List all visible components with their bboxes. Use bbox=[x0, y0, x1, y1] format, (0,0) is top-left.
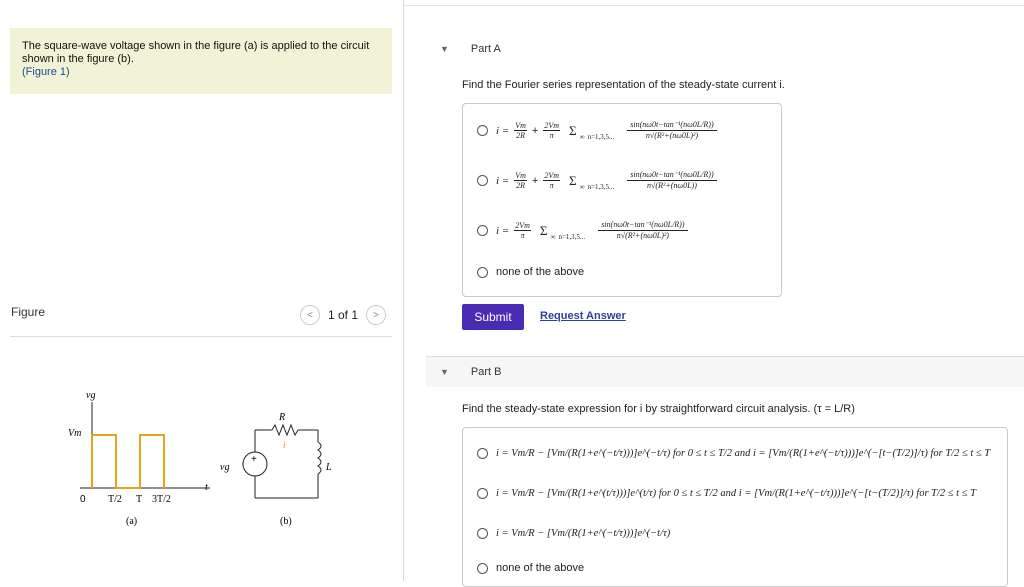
part-a-option-2[interactable]: i = $\frac{Vm}{2R}$ + $\frac{2Vm}{\pi}$ Σ ∞ n=1,3,5... sin(nω0t−tan⁻¹(nω0L/R)) n√(R²+(nω0L)) bbox=[477, 170, 717, 191]
radio-button[interactable] bbox=[477, 267, 488, 278]
caption-b: (b) bbox=[280, 516, 292, 527]
pager-text: 1 of 1 bbox=[328, 308, 359, 322]
collapse-triangle-icon[interactable]: ▼ bbox=[440, 44, 449, 54]
source-label: vg bbox=[220, 462, 230, 473]
radio-button[interactable] bbox=[477, 175, 488, 186]
radio-button[interactable] bbox=[477, 448, 488, 459]
chevron-left-icon[interactable]: < bbox=[300, 305, 320, 325]
problem-panel bbox=[0, 0, 404, 581]
tick-3t-half: 3T/2 bbox=[152, 494, 171, 505]
part-a-option-1[interactable]: i = $\frac{Vm}{2R}$ + $\frac{2Vm}{\pi}$ Σ ∞ n=1,3,5... sin(nω0t−tan⁻¹(nω0L/R)) n√(R²+(nω0L)²) bbox=[477, 120, 717, 141]
part-a-question: Find the Fourier series representation of the steady-state current i. bbox=[462, 79, 785, 91]
radio-button[interactable] bbox=[477, 488, 488, 499]
figure-pager bbox=[300, 305, 386, 325]
request-answer-link[interactable]: Request Answer bbox=[540, 310, 626, 322]
figure-link[interactable]: (Figure 1) bbox=[22, 66, 70, 78]
part-a-header[interactable] bbox=[426, 34, 1024, 64]
plus-sign: + bbox=[251, 454, 257, 465]
part-b-title: Part B bbox=[470, 366, 502, 378]
radio-button[interactable] bbox=[477, 225, 488, 236]
part-b-option-none[interactable] bbox=[477, 562, 584, 574]
radio-button[interactable] bbox=[477, 563, 488, 574]
none-label: none of the above bbox=[496, 266, 585, 278]
radio-button[interactable] bbox=[477, 125, 488, 136]
part-a-option-3[interactable]: i = $\frac{2Vm}{\pi}$ Σ ∞ n=1,3,5... sin(nω0t−tan⁻¹(nω0L/R)) n√(R²+(nω0L)²) bbox=[477, 220, 688, 241]
part-b-option-1[interactable]: i = Vm/R − [Vm/(R(1+e^(−t/τ)))]e^(−t/τ) for 0 ≤ t ≤ T/2 and i = [Vm/(R(1+e^(−t/τ)))]e^(−[t−(T/2)]/τ) for T/2 ≤ t ≤ T bbox=[477, 448, 990, 459]
tick-0: 0 bbox=[80, 494, 86, 505]
part-b-choices bbox=[462, 427, 1008, 587]
answer-panel bbox=[404, 0, 1024, 581]
radio-button[interactable] bbox=[477, 528, 488, 539]
y-axis-label: vg bbox=[86, 390, 96, 401]
submit-button[interactable]: Submit bbox=[462, 304, 524, 330]
square-wave bbox=[92, 435, 164, 488]
current-label: i bbox=[283, 440, 286, 451]
part-b-header[interactable] bbox=[426, 356, 1024, 387]
y-value-label: Vm bbox=[68, 428, 82, 439]
problem-statement bbox=[10, 28, 392, 94]
figure-label: Figure bbox=[11, 305, 46, 319]
caption-a: (a) bbox=[126, 516, 138, 527]
problem-text: The square-wave voltage shown in the figure (a) is applied to the circuit shown in the figure (b). bbox=[22, 40, 370, 65]
collapse-triangle-icon[interactable]: ▼ bbox=[440, 367, 449, 377]
resistor-label: R bbox=[279, 412, 286, 423]
x-axis-label: t bbox=[205, 482, 208, 493]
tick-t-half: T/2 bbox=[108, 494, 122, 505]
resistor bbox=[272, 425, 298, 435]
part-b-option-2[interactable]: i = Vm/R − [Vm/(R(1+e^(t/τ)))]e^(t/τ) for 0 ≤ t ≤ T/2 and i = [Vm/(R(1+e^(−t/τ)))]e^(−[t−(T/2)]/τ) for T/2 ≤ t ≤ T bbox=[477, 488, 976, 499]
none-label: none of the above bbox=[496, 562, 585, 574]
inductor bbox=[318, 442, 321, 474]
divider bbox=[10, 336, 392, 337]
circuit-figure bbox=[60, 380, 360, 530]
part-a-option-none[interactable] bbox=[477, 266, 584, 278]
tick-t: T bbox=[136, 494, 143, 505]
part-a-choices bbox=[462, 103, 782, 297]
part-a-title: Part A bbox=[470, 43, 501, 55]
part-b-question: Find the steady-state expression for i by straightforward circuit analysis. (τ = L/R) bbox=[462, 403, 855, 415]
top-rule bbox=[404, 5, 1024, 6]
chevron-right-icon[interactable]: > bbox=[366, 305, 386, 325]
part-b-option-3[interactable]: i = Vm/R − [Vm/(R(1+e^(−t/τ)))]e^(−t/τ) bbox=[477, 528, 670, 539]
inductor-label: L bbox=[326, 462, 332, 473]
